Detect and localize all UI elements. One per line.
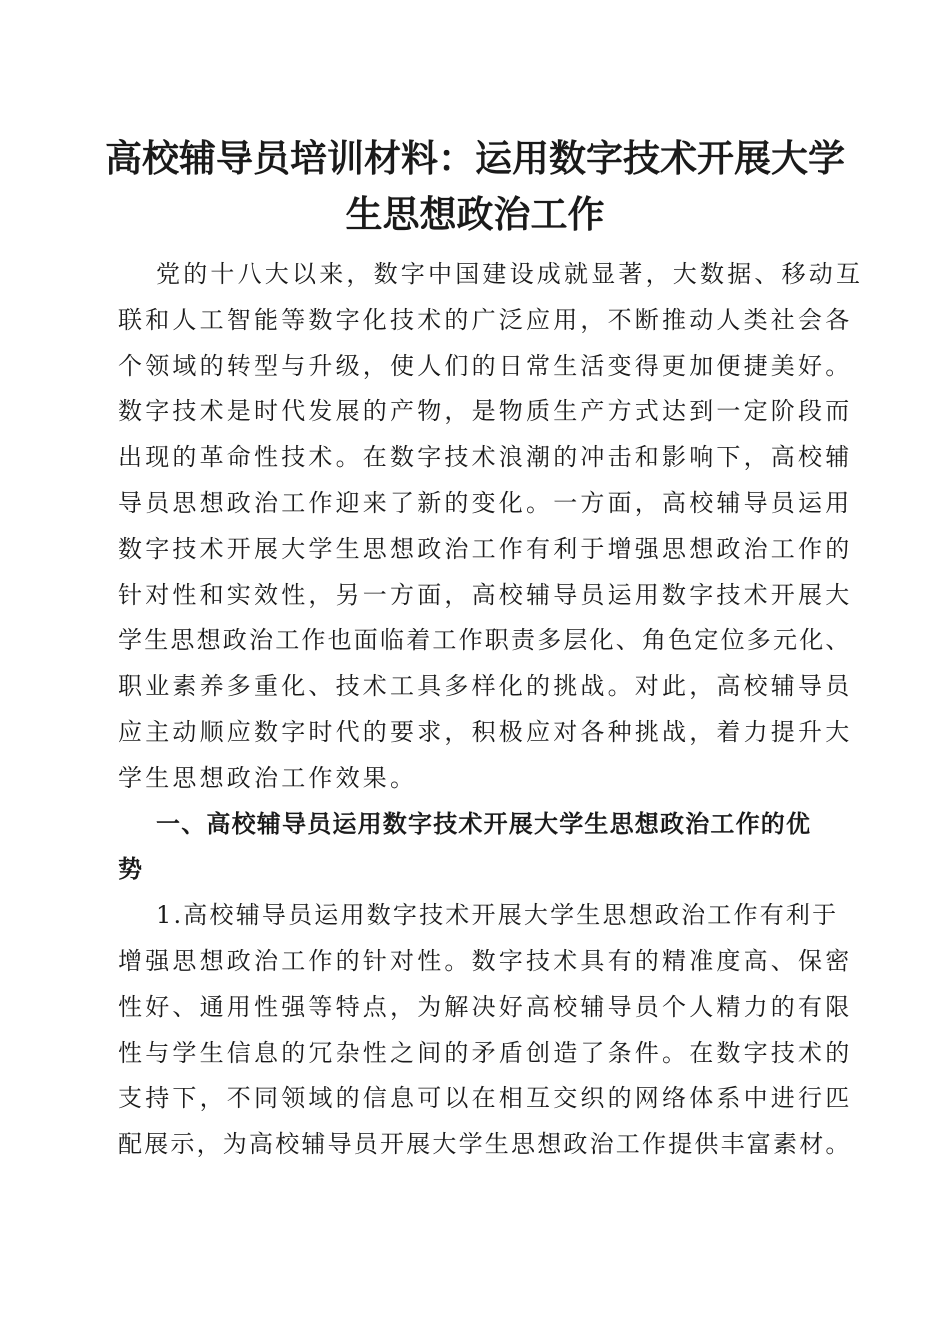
- paragraph-line: 数字技术是时代发展的产物，是物质生产方式达到一定阶段而: [118, 397, 853, 426]
- heading-line: 一、高校辅导员运用数字技术开展大学生思想政治工作的优: [156, 809, 812, 838]
- section-heading: [118, 802, 838, 894]
- paragraph-line: 性与学生信息的冗杂性之间的矛盾创造了条件。在数字技术的: [118, 1038, 853, 1067]
- paragraph-line: 学生思想政治工作效果。: [118, 763, 418, 792]
- title-line-2: 生思想政治工作: [345, 192, 605, 236]
- paragraph-line: 党的十八大以来，数字中国建设成就显著，大数据、移动互: [156, 260, 864, 288]
- heading-line: 势: [118, 855, 144, 884]
- paragraph-line: 出现的革命性技术。在数字技术浪潮的冲击和影响下，高校辅: [118, 443, 853, 472]
- document-title: [100, 130, 850, 242]
- paragraph-line: 1.高校辅导员运用数字技术开展大学生思想政治工作有利于: [156, 901, 839, 930]
- paragraph-line: 数字技术开展大学生思想政治工作有利于增强思想政治工作的: [118, 534, 853, 563]
- title-line-1: 高校辅导员培训材料：运用数字技术开展大学: [105, 136, 845, 180]
- paragraph-line: 配展示，为高校辅导员开展大学生思想政治工作提供丰富素材。: [118, 1130, 852, 1159]
- paragraph-intro: [118, 252, 864, 802]
- paragraph-line: 应主动顺应数字时代的要求，积极应对各种挑战，着力提升大: [118, 717, 853, 746]
- paragraph-line: 学生思想政治工作也面临着工作职责多层化、角色定位多元化、: [118, 626, 852, 655]
- document-body: [118, 252, 864, 1168]
- paragraph-line: 导员思想政治工作迎来了新的变化。一方面，高校辅导员运用: [118, 488, 853, 517]
- paragraph-advantage-1: [118, 893, 853, 1168]
- paragraph-line: 支持下，不同领域的信息可以在相互交织的网络体系中进行匹: [118, 1084, 853, 1113]
- paragraph-line: 个领域的转型与升级，使人们的日常生活变得更加便捷美好。: [118, 351, 853, 380]
- paragraph-line: 针对性和实效性，另一方面，高校辅导员运用数字技术开展大: [118, 580, 853, 609]
- paragraph-line: 性好、通用性强等特点，为解决好高校辅导员个人精力的有限: [118, 992, 853, 1021]
- paragraph-line: 职业素养多重化、技术工具多样化的挑战。对此，高校辅导员: [118, 672, 853, 701]
- paragraph-line: 联和人工智能等数字化技术的广泛应用，不断推动人类社会各: [118, 305, 853, 334]
- paragraph-line: 增强思想政治工作的针对性。数字技术具有的精准度高、保密: [118, 946, 853, 975]
